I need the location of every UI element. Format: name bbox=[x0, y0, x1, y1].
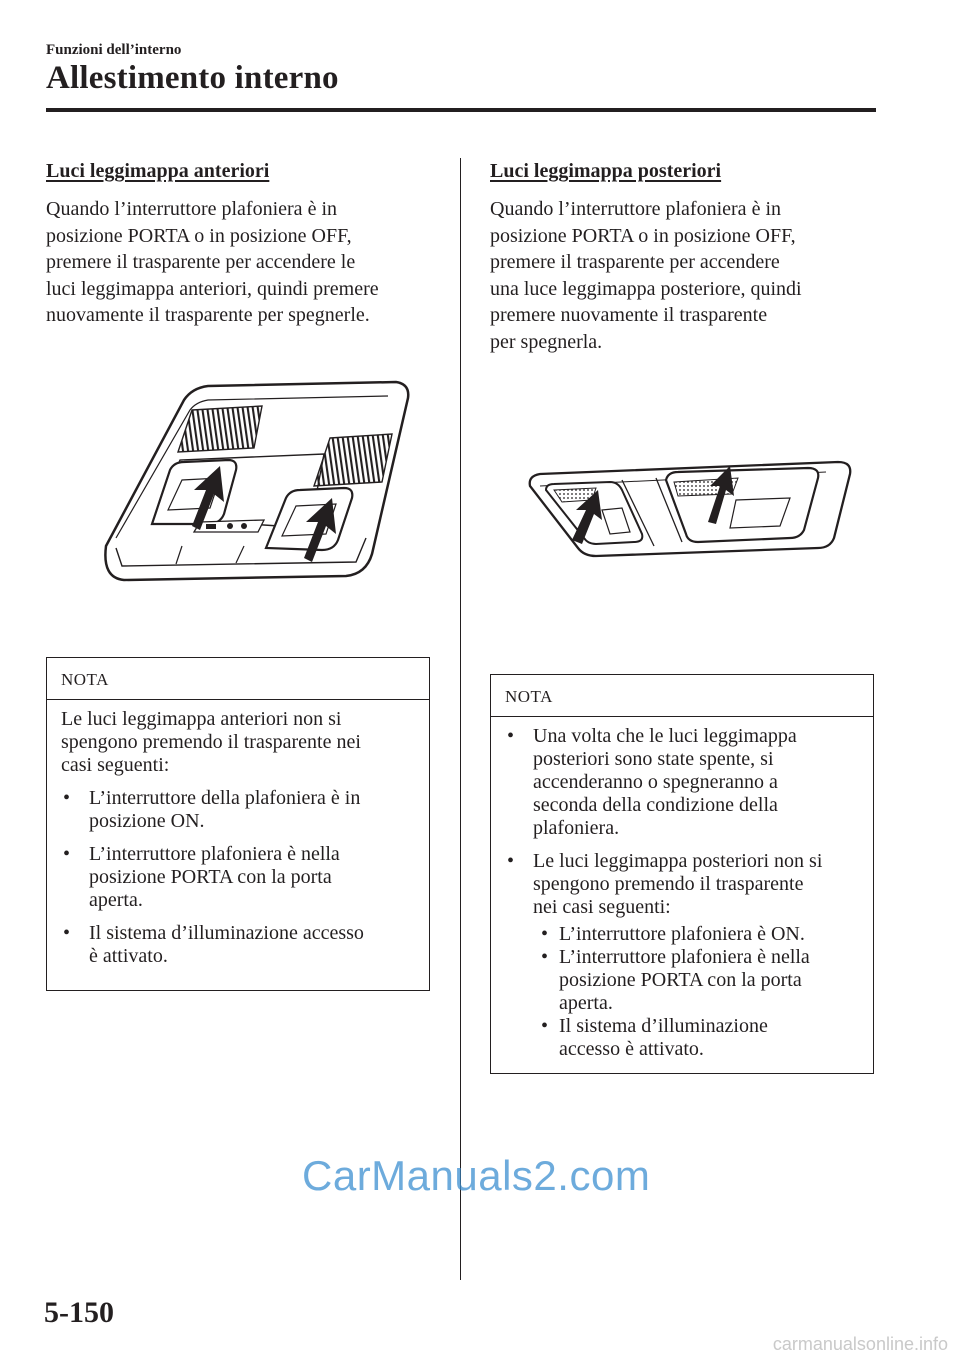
bullet-icon: • bbox=[541, 946, 549, 968]
text-line: una luce leggimappa posteriore, quindi bbox=[490, 277, 802, 300]
front-lights-heading: Luci leggimappa anteriori bbox=[46, 160, 270, 182]
front-lights-body bbox=[46, 196, 379, 329]
bullet-icon: • bbox=[541, 1015, 549, 1037]
rear-lights-body bbox=[490, 196, 802, 355]
text-line: per spegnerla. bbox=[490, 330, 603, 353]
page-number: 5-150 bbox=[44, 1296, 114, 1329]
text-line: posizione PORTA o in posizione OFF, bbox=[490, 224, 796, 247]
header-rule bbox=[46, 108, 876, 112]
watermark-bottom: carmanualsonline.info bbox=[772, 1334, 948, 1354]
bullet-icon: • bbox=[507, 725, 515, 747]
list-item: • L’interruttore plafoniera è nella posizione PORTA con la porta aperta. bbox=[63, 843, 340, 911]
rear-map-lights-illustration bbox=[526, 460, 856, 560]
bullet-icon: • bbox=[541, 923, 549, 945]
sub-list-item: • L’interruttore plafoniera è nella posizione PORTA con la porta aperta. bbox=[533, 946, 822, 1015]
nota-intro: Le luci leggimappa anteriori non si spengono premendo il trasparente nei casi seguenti: bbox=[61, 708, 361, 776]
bullet-icon: • bbox=[63, 787, 71, 809]
list-item: • L’interruttore della plafoniera è in posizione ON. bbox=[63, 787, 361, 832]
text-line: Quando l’interruttore plafoniera è in bbox=[46, 198, 337, 220]
nota-title: NOTA bbox=[47, 658, 429, 700]
nota-body bbox=[491, 717, 873, 1085]
section-subtitle: Funzioni dell’interno bbox=[46, 42, 182, 58]
text-line: premere nuovamente il trasparente bbox=[490, 304, 768, 326]
front-nota-box bbox=[46, 657, 430, 991]
page-title: Allestimento interno bbox=[46, 60, 339, 96]
text-line: premere il trasparente per accendere le bbox=[46, 251, 356, 273]
sub-list-item: • Il sistema d’illuminazione accesso è attivato. bbox=[533, 1015, 822, 1061]
rear-lights-heading: Luci leggimappa posteriori bbox=[490, 160, 722, 182]
text-line: posizione PORTA o in posizione OFF, bbox=[46, 224, 352, 247]
rear-nota-box bbox=[490, 674, 874, 1074]
nota-title: NOTA bbox=[491, 675, 873, 717]
bullet-icon: • bbox=[63, 843, 71, 865]
sub-list-item: • L’interruttore plafoniera è ON. bbox=[533, 923, 822, 946]
bullet-icon: • bbox=[507, 850, 515, 872]
text-line: premere il trasparente per accendere bbox=[490, 251, 780, 273]
list-item: • Il sistema d’illuminazione accesso è attivato. bbox=[63, 922, 364, 967]
text-line: Quando l’interruttore plafoniera è in bbox=[490, 198, 781, 220]
text-line: luci leggimappa anteriori, quindi premere bbox=[46, 277, 379, 300]
front-map-lights-illustration bbox=[96, 378, 426, 588]
text-line: nuovamente il trasparente per spegnerle. bbox=[46, 304, 370, 326]
nota-body bbox=[47, 700, 429, 992]
bullet-icon: • bbox=[63, 922, 71, 944]
watermark: CarManuals2.com bbox=[302, 1152, 651, 1199]
column-divider bbox=[460, 158, 461, 1280]
list-item: • Una volta che le luci leggimappa posteriori sono state spente, si accenderanno o spegneranno a seconda della condizione della plafoniera. bbox=[507, 725, 797, 839]
list-item: • Le luci leggimappa posteriori non si spengono premendo il trasparente nei casi seguenti: • L’interruttore plafoniera è ON. • L’interruttore plafoniera è nella posizione PORTA con la porta aperta. • Il sistema d’illuminazione accesso è attivato. bbox=[507, 850, 823, 1060]
